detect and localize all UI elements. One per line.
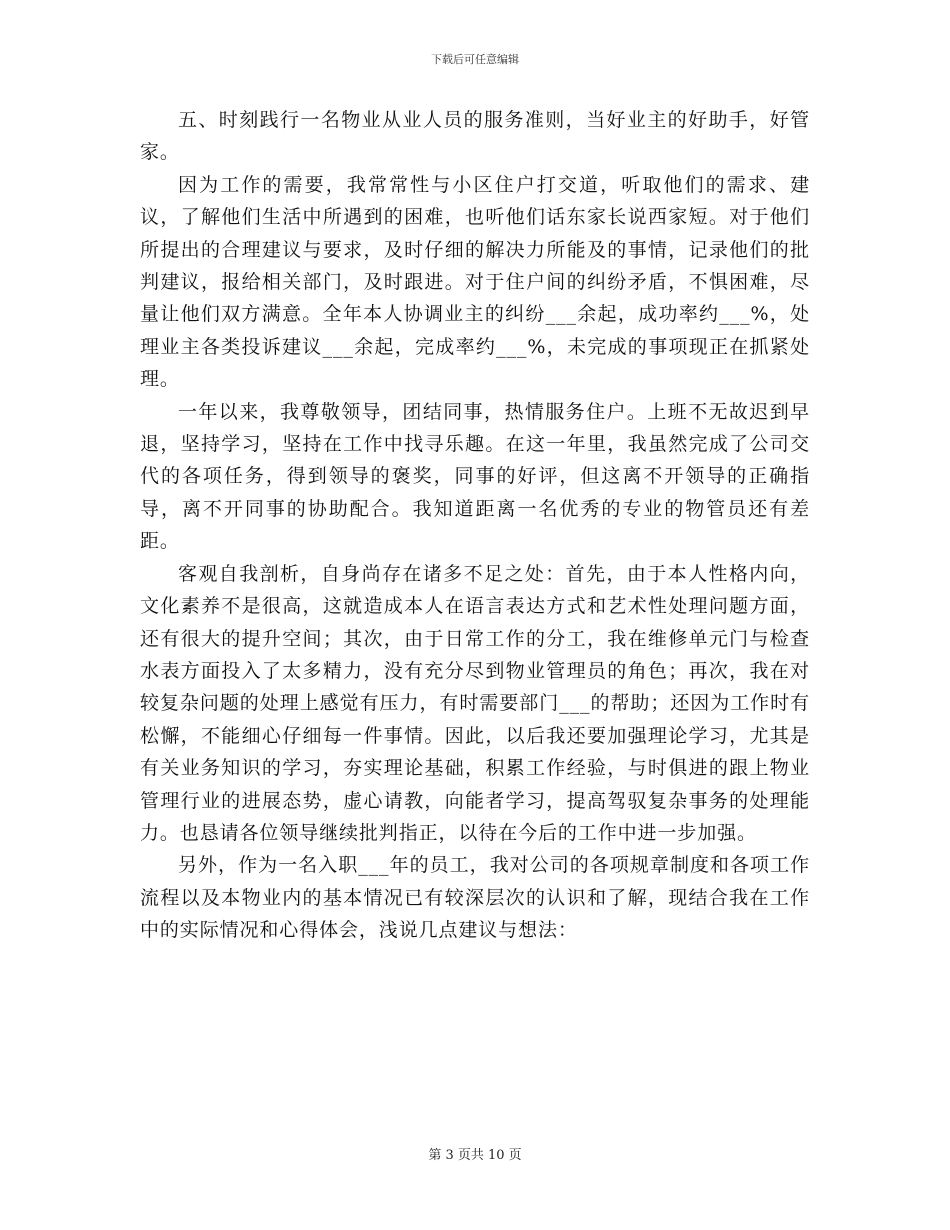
page-number: 第 3 页共 10 页 [428,1148,522,1163]
page-header: 下载后可任意编辑 [431,53,519,66]
paragraph-self-analysis: 客观自我剖析，自身尚存在诸多不足之处：首先，由于本人性格内向，文化素养不是很高，这就造成本人在语言表达方式和艺术性处理问题方面，还有很大的提升空间；其次，由于日常工作的分工，我在维修单元门与检查水表方面投入了太多精力，没有充分尽到物业管理员的角色；再次，我在对较复杂问题的处理上感觉有压力，有时需要部门___的帮助；还因为工作时有松懈，不能细心仔细每一件事情。因此，以后我还要加强理论学习，尤其是有关业务知识的学习，夯实理论基础，积累工作经验，与时俱进的跟上物业管理行业的进展态势，虚心请教，向能者学习，提高驾驭复杂事务的处理能力。也恳请各位领导继续批判指正，以待在今后的工作中进一步加强。 [140,562,810,844]
paragraph-service-principle: 五、时刻践行一名物业从业人员的服务准则，当好业主的好助手，好管家。 [140,109,810,164]
paragraph-resident-communication: 因为工作的需要，我常常性与小区住户打交道，听取他们的需求、建议，了解他们生活中所遇到的困难，也听他们话东家长说西家短。对于他们所提出的合理建议与要求，及时仔细的解决力所能及的事情，记录他们的批判建议，报给相关部门，及时跟进。对于住户间的纠纷矛盾，不惧困难，尽量让他们双方满意。全年本人协调业主的纠纷___余起，成功率约___%，处理业主各类投诉建议___余起，完成率约___%，未完成的事项现正在抓紧处理。 [140,173,810,391]
paragraph-year-review: 一年以来，我尊敬领导，团结同事，热情服务住户。上班不无故迟到早退，坚持学习，坚持在工作中找寻乐趣。在这一年里，我虽然完成了公司交代的各项任务，得到领导的褒奖，同事的好评，但这离不开领导的正确指导，离不开同事的协助配合。我知道距离一名优秀的专业的物管员还有差距。 [140,400,810,553]
paragraph-suggestions-intro: 另外，作为一名入职___年的员工，我对公司的各项规章制度和各项工作流程以及本物业内的基本情况已有较深层次的认识和了解，现结合我在工作中的实际情况和心得体会，浅说几点建议与想法： [140,854,810,942]
document-body [140,104,810,947]
